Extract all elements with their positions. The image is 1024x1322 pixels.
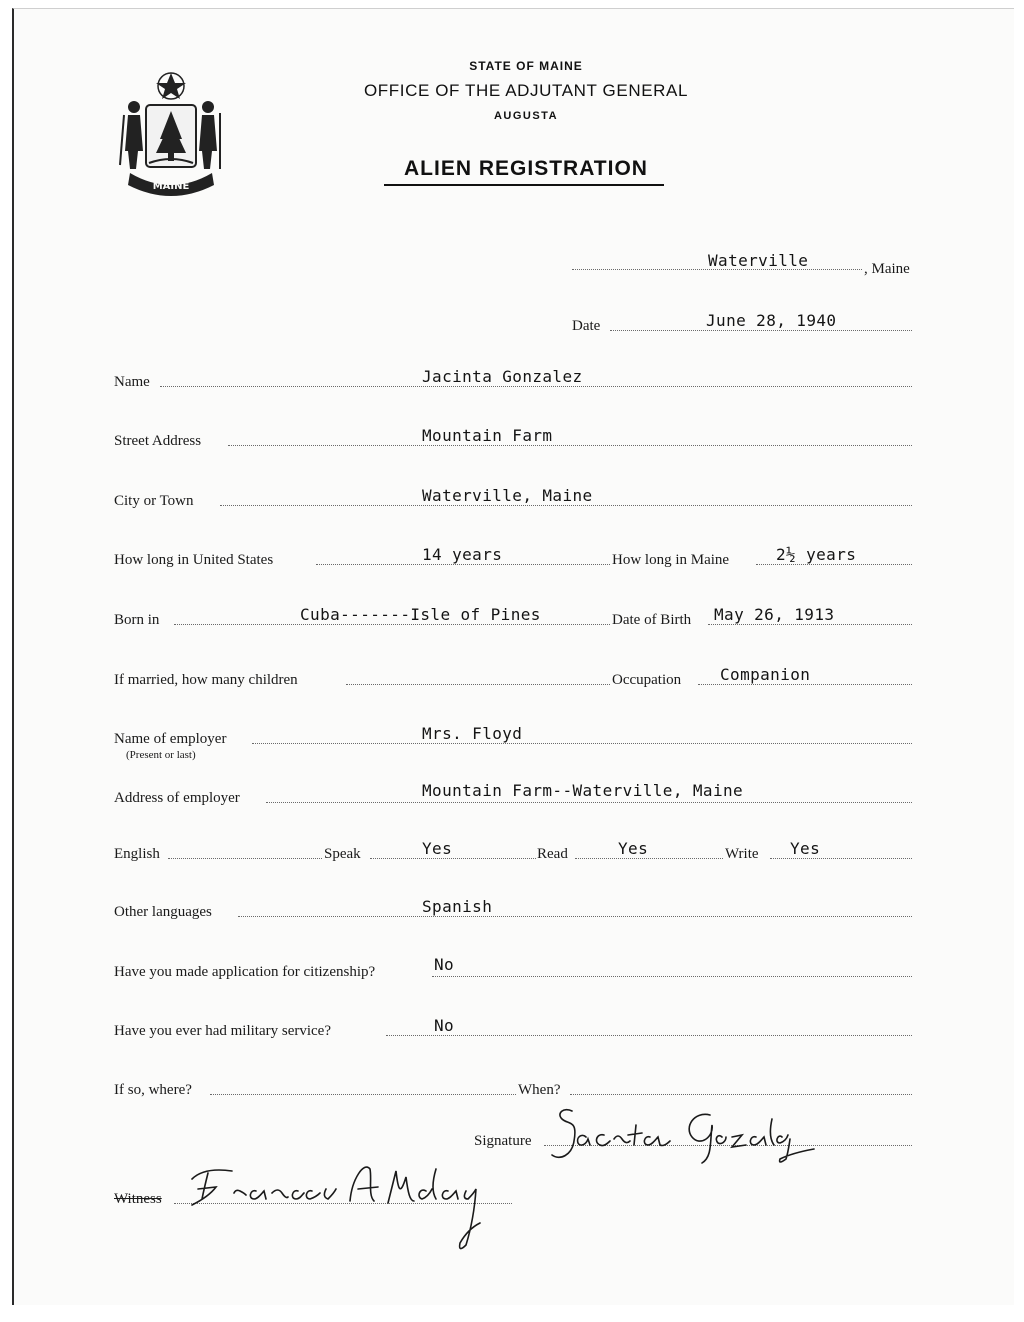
date-line — [610, 330, 912, 331]
date-of-birth-line — [708, 624, 912, 625]
city-line — [220, 505, 912, 506]
other-languages-label: Other languages — [114, 904, 212, 920]
svg-text:Jacinta Gonzalez: Jacinta Gonzalez — [678, 1165, 686, 1166]
speak-value[interactable]: Yes — [422, 839, 453, 858]
read-label: Read — [537, 846, 568, 862]
location-suffix: , Maine — [864, 261, 910, 277]
english-label: English — [114, 846, 160, 862]
citizenship-value[interactable]: No — [434, 955, 455, 974]
occupation-value[interactable]: Companion — [720, 665, 811, 684]
header-city: AUGUSTA — [493, 110, 559, 122]
speak-line — [370, 858, 536, 859]
maine-seal-icon — [116, 69, 226, 199]
applicant-signature[interactable] — [542, 1097, 822, 1167]
how-long-maine-line — [756, 564, 912, 565]
employer-address-label: Address of employer — [114, 790, 240, 806]
citizenship-line — [432, 976, 912, 977]
write-line — [770, 858, 912, 859]
when-label: When? — [518, 1082, 561, 1098]
how-long-us-line — [316, 564, 610, 565]
signature-label: Signature — [474, 1133, 532, 1149]
how-long-us-label: How long in United States — [114, 552, 274, 568]
write-label: Write — [725, 846, 759, 862]
born-in-label: Born in — [114, 612, 160, 628]
children-line — [346, 684, 610, 685]
employer-name-sublabel: (Present or last) — [126, 749, 196, 761]
header-state: STATE OF MAINE — [469, 59, 583, 73]
employer-address-line — [266, 802, 912, 803]
where-label: If so, where? — [114, 1082, 192, 1098]
military-label: Have you ever had military service? — [114, 1023, 331, 1039]
employer-name-line — [252, 743, 912, 744]
citizenship-label: Have you made application for citizenship? — [114, 964, 376, 980]
form-title: ALIEN REGISTRATION — [404, 157, 648, 180]
title-underline — [384, 184, 664, 186]
svg-text:Frances A. McClay: Frances A. McClay — [340, 1257, 348, 1258]
header-office: OFFICE OF THE ADJUTANT GENERAL — [363, 81, 689, 100]
write-value[interactable]: Yes — [790, 839, 821, 858]
date-of-birth-value[interactable]: May 26, 1913 — [714, 605, 835, 624]
name-line — [160, 386, 912, 387]
city-label: City or Town — [114, 493, 194, 509]
occupation-label: Occupation — [612, 672, 682, 688]
name-label: Name — [114, 374, 150, 390]
born-in-line — [174, 624, 610, 625]
military-line — [386, 1035, 912, 1036]
date-label: Date — [572, 318, 601, 334]
other-languages-line — [238, 916, 912, 917]
born-in-value[interactable]: Cuba-------Isle of Pines — [300, 605, 541, 624]
military-value[interactable]: No — [434, 1016, 455, 1035]
date-value[interactable]: June 28, 1940 — [706, 311, 837, 330]
how-long-maine-label: How long in Maine — [612, 552, 730, 568]
registration-form — [12, 8, 1014, 1305]
employer-address-value[interactable]: Mountain Farm--Waterville, Maine — [422, 781, 744, 800]
other-languages-value[interactable]: Spanish — [422, 897, 493, 916]
how-long-us-value[interactable]: 14 years — [422, 545, 503, 564]
when-line — [570, 1094, 912, 1095]
witness-label: Witness — [114, 1191, 162, 1207]
date-of-birth-label: Date of Birth — [612, 612, 692, 628]
witness-signature[interactable] — [174, 1149, 514, 1259]
how-long-maine-value[interactable]: 2½ years — [776, 545, 857, 564]
employer-name-value[interactable]: Mrs. Floyd — [422, 724, 523, 743]
street-address-value[interactable]: Mountain Farm — [422, 426, 553, 445]
employer-name-label: Name of employer — [114, 731, 227, 747]
svg-text:MAINE: MAINE — [152, 181, 190, 192]
street-address-label: Street Address — [114, 433, 202, 449]
city-value[interactable]: Waterville, Maine — [422, 486, 593, 505]
read-value[interactable]: Yes — [618, 839, 649, 858]
children-label: If married, how many children — [114, 672, 298, 688]
where-line — [210, 1094, 516, 1095]
speak-label: Speak — [324, 846, 361, 862]
read-line — [575, 858, 723, 859]
street-address-line — [228, 445, 912, 446]
location-value[interactable]: Waterville — [708, 251, 809, 270]
name-value[interactable]: Jacinta Gonzalez — [422, 367, 583, 386]
occupation-line — [698, 684, 912, 685]
english-line — [168, 858, 322, 859]
